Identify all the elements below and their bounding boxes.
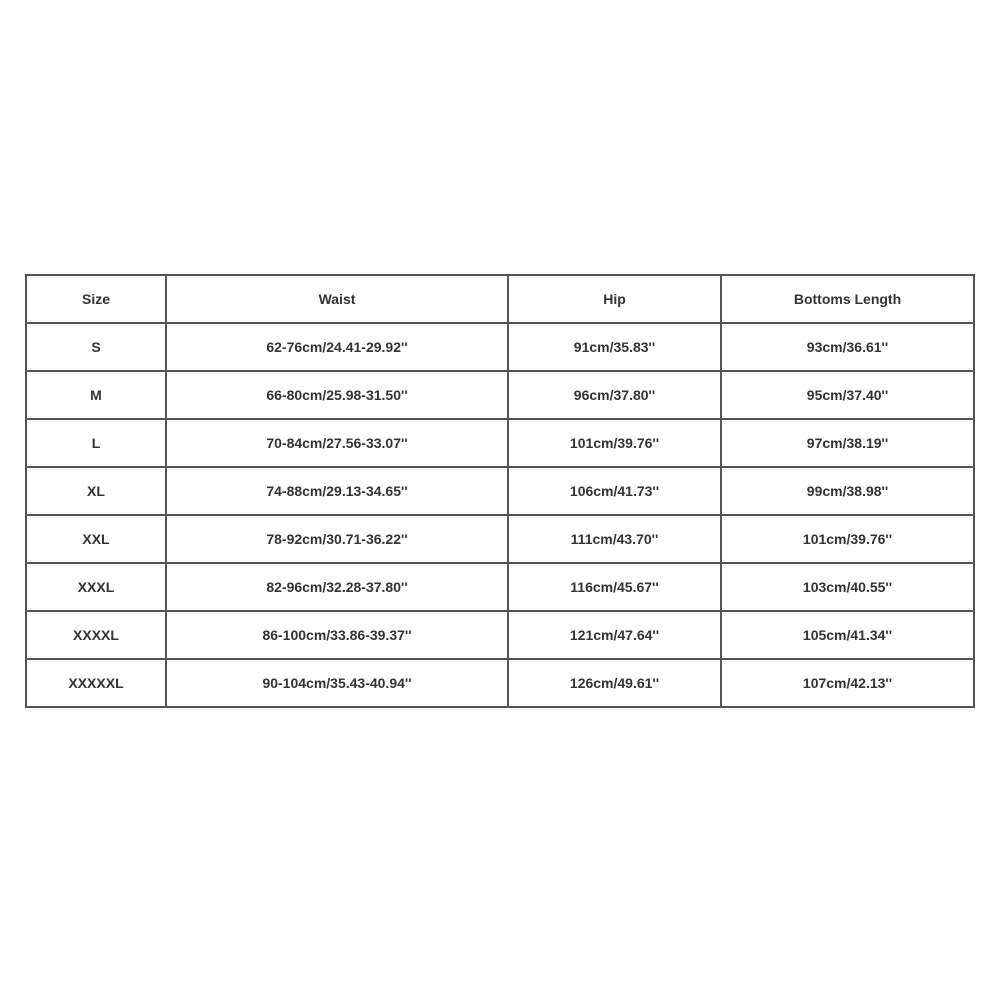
header-hip: Hip — [508, 275, 721, 323]
cell-hip: 126cm/49.61'' — [508, 659, 721, 707]
cell-waist: 86-100cm/33.86-39.37'' — [166, 611, 508, 659]
cell-waist: 70-84cm/27.56-33.07'' — [166, 419, 508, 467]
header-bottoms-length: Bottoms Length — [721, 275, 974, 323]
table-row — [26, 371, 974, 419]
cell-size: L — [26, 419, 166, 467]
cell-bottoms-length: 103cm/40.55'' — [721, 563, 974, 611]
table-row — [26, 467, 974, 515]
cell-hip: 121cm/47.64'' — [508, 611, 721, 659]
cell-bottoms-length: 101cm/39.76'' — [721, 515, 974, 563]
cell-bottoms-length: 97cm/38.19'' — [721, 419, 974, 467]
cell-hip: 91cm/35.83'' — [508, 323, 721, 371]
table-row — [26, 515, 974, 563]
cell-waist: 66-80cm/25.98-31.50'' — [166, 371, 508, 419]
table-row — [26, 659, 974, 707]
cell-waist: 78-92cm/30.71-36.22'' — [166, 515, 508, 563]
size-chart-table — [25, 274, 975, 708]
cell-bottoms-length: 105cm/41.34'' — [721, 611, 974, 659]
cell-size: M — [26, 371, 166, 419]
cell-hip: 111cm/43.70'' — [508, 515, 721, 563]
table-row — [26, 323, 974, 371]
table-row — [26, 419, 974, 467]
cell-hip: 116cm/45.67'' — [508, 563, 721, 611]
cell-hip: 106cm/41.73'' — [508, 467, 721, 515]
cell-bottoms-length: 107cm/42.13'' — [721, 659, 974, 707]
table-row — [26, 611, 974, 659]
cell-hip: 101cm/39.76'' — [508, 419, 721, 467]
cell-size: S — [26, 323, 166, 371]
table-header — [26, 275, 974, 323]
cell-hip: 96cm/37.80'' — [508, 371, 721, 419]
cell-size: XXXL — [26, 563, 166, 611]
cell-size: XXXXL — [26, 611, 166, 659]
header-waist: Waist — [166, 275, 508, 323]
table-row — [26, 563, 974, 611]
cell-bottoms-length: 99cm/38.98'' — [721, 467, 974, 515]
cell-waist: 62-76cm/24.41-29.92'' — [166, 323, 508, 371]
header-row — [26, 275, 974, 323]
cell-waist: 82-96cm/32.28-37.80'' — [166, 563, 508, 611]
header-size: Size — [26, 275, 166, 323]
cell-bottoms-length: 95cm/37.40'' — [721, 371, 974, 419]
table-body — [26, 323, 974, 707]
cell-waist: 90-104cm/35.43-40.94'' — [166, 659, 508, 707]
cell-waist: 74-88cm/29.13-34.65'' — [166, 467, 508, 515]
cell-size: XXXXXL — [26, 659, 166, 707]
cell-size: XL — [26, 467, 166, 515]
cell-size: XXL — [26, 515, 166, 563]
cell-bottoms-length: 93cm/36.61'' — [721, 323, 974, 371]
